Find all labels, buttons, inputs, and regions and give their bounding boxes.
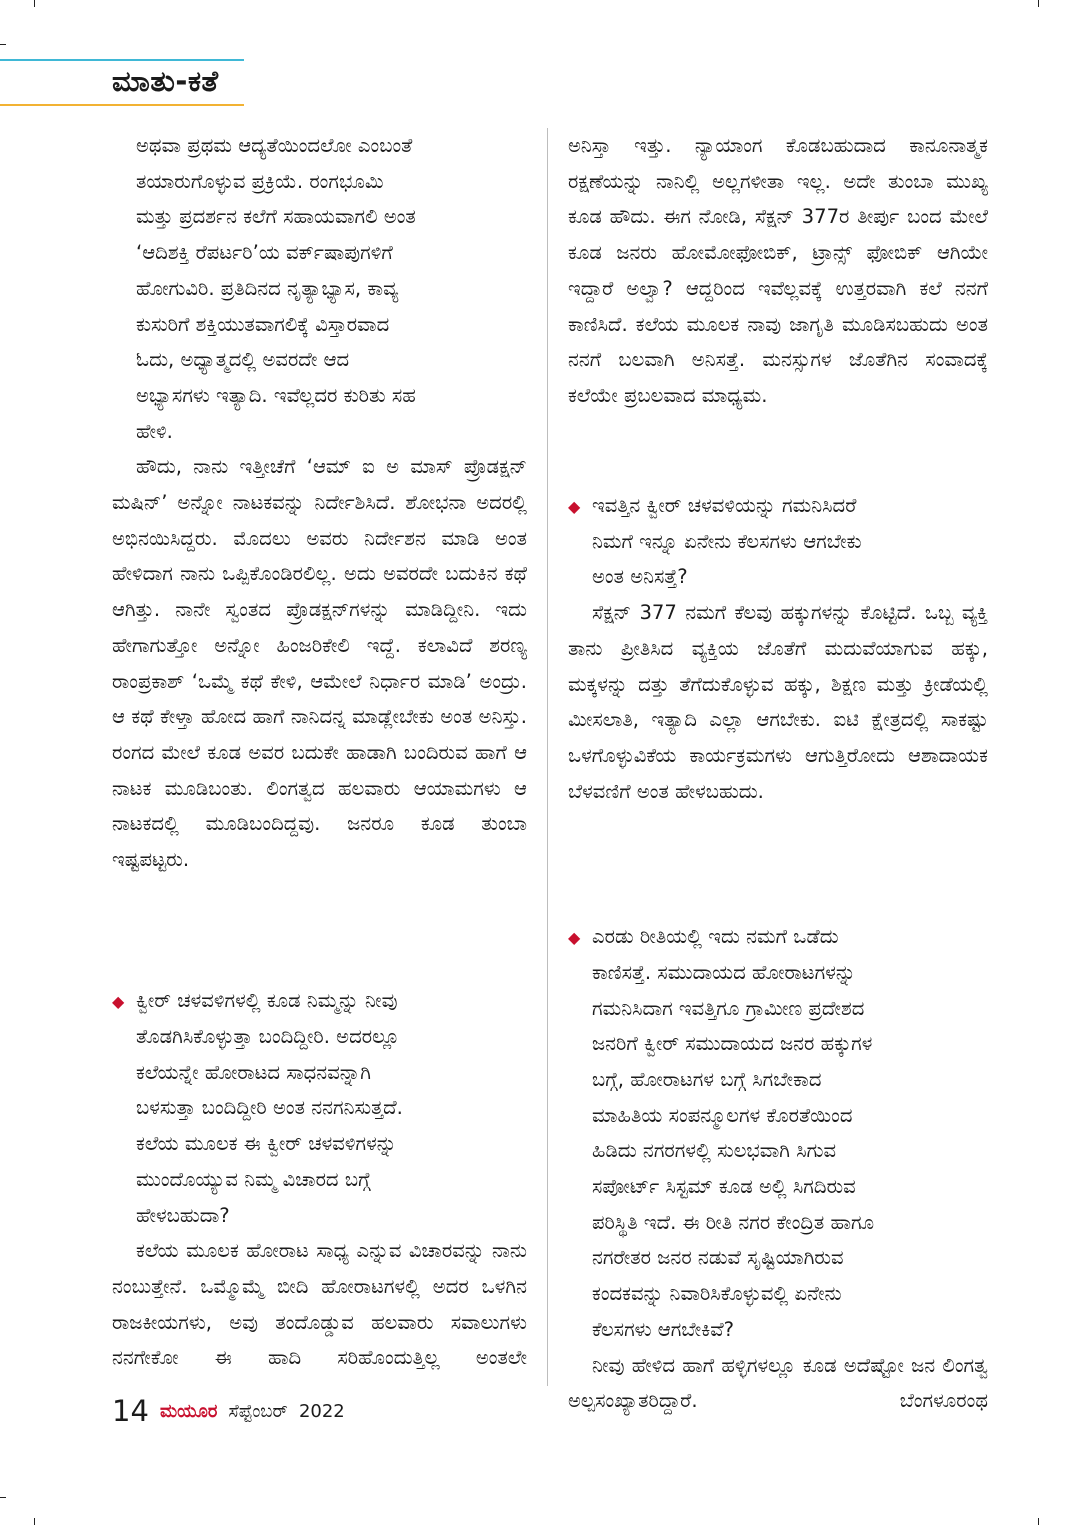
header-bottom-rule bbox=[0, 104, 244, 106]
question-line: ಕ್ವೀರ್ ಚಳವಳಿಗಳಲ್ಲಿ ಕೂಡ ನಿಮ್ಮನ್ನು ನೀವು bbox=[136, 989, 398, 1013]
question-line: ತಯಾರುಗೊಳ್ಳುವ ಪ್ರಕ್ರಿಯೆ. ರಂಗಭೂಮಿ bbox=[136, 169, 384, 193]
question-line: ಕಲೆಯ ಮೂಲಕ ಈ ಕ್ವೀರ್ ಚಳವಳಿಗಳನ್ನು bbox=[136, 1132, 397, 1156]
question-line: ತೊಡಗಿಸಿಕೊಳ್ಳುತ್ತಾ ಬಂದಿದ್ದೀರಿ. ಅದರಲ್ಲೂ bbox=[136, 1025, 400, 1049]
question-line: ಎರಡು ರೀತಿಯಲ್ಲಿ ಇದು ನಮಗೆ ಒಡೆದು bbox=[592, 925, 839, 949]
section-title: ಮಾತು-ಕತೆ bbox=[112, 64, 219, 98]
magazine-masthead: ಮಯೂರ bbox=[160, 1400, 218, 1422]
diamond-bullet-icon: ◆ bbox=[568, 497, 581, 516]
question-line: ಕಲೆಯನ್ನೇ ಹೋರಾಟದ ಸಾಧನವನ್ನಾಗಿ bbox=[136, 1060, 371, 1084]
question-block bbox=[568, 919, 988, 1347]
crop-mark bbox=[0, 44, 6, 45]
question-line: ನಗರೇತರ ಜನರ ನಡುವೆ ಸೃಷ್ಟಿಯಾಗಿರುವ bbox=[592, 1246, 844, 1270]
crop-mark bbox=[34, 1518, 35, 1525]
question-block bbox=[568, 488, 988, 595]
question-line: ಕೆಲಸಗಳು ಆಗಬೇಕಿವೆ? bbox=[592, 1317, 735, 1341]
header-top-rule bbox=[0, 59, 244, 61]
question-line: ಅಭ್ಯಾಸಗಳು ಇತ್ಯಾದಿ. ಇವೆಲ್ಲದರ ಕುರಿತು ಸಹ bbox=[136, 383, 416, 407]
question-line: ಮುಂದೊಯ್ಯುವ ನಿಮ್ಮ ವಿಚಾರದ ಬಗ್ಗೆ bbox=[136, 1167, 371, 1191]
intro-question bbox=[136, 128, 527, 449]
question-line: ಹೇಳಬಹುದಾ? bbox=[136, 1203, 230, 1227]
question-line: ಓದು, ಅಧ್ಯಾತ್ಮದಲ್ಲಿ ಅವರದೇ ಆದ bbox=[136, 348, 350, 372]
page-footer bbox=[112, 1394, 345, 1428]
question-line: ಗಮನಿಸಿದಾಗ ಇವತ್ತಿಗೂ ಗ್ರಾಮೀಣ ಪ್ರದೇಶದ bbox=[592, 996, 865, 1020]
answer-paragraph: ಅನಿಸ್ತಾ ಇತ್ತು. ನ್ಯಾಯಾಂಗ ಕೊಡಬಹುದಾದ ಕಾನೂನಾತ್ಮಕ ರಕ್ಷಣೆಯನ್ನು ನಾನಿಲ್ಲಿ ಅಲ್ಲಗಳೀತಾ ಇಲ್ಲ. ಅದೇ ತುಂಬಾ ಮುಖ್ಯ ಕೂಡ ಹೌದು. ಈಗ ನೋಡಿ, ಸೆಕ್ಷನ್ 377ರ ತೀರ್ಪು ಬಂದ ಮೇಲೆ ಕೂಡ ಜನರು ಹೋಮೋಫೋಬಿಕ್, ಟ್ರಾನ್ಸ್ ಫೋಬಿಕ್ ಆಗಿಯೇ ಇದ್ದಾರೆ ಅಲ್ವಾ? ಆದ್ದರಿಂದ ಇವೆಲ್ಲವಕ್ಕೆ ಉತ್ತರವಾಗಿ ಕಲೆ ನನಗೆ ಕಾಣಿಸಿದೆ. ಕಲೆಯ ಮೂಲಕ ನಾವು ಜಾಗೃತಿ ಮೂಡಿಸಬಹುದು ಅಂತ ನನಗೆ ಬಲವಾಗಿ ಅನಿಸತ್ತೆ. ಮನಸ್ಸುಗಳ ಜೊತೆಗಿನ ಸಂವಾದಕ್ಕೆ ಕಲೆಯೇ ಪ್ರಬಲವಾದ ಮಾಧ್ಯಮ. bbox=[568, 134, 988, 407]
left-column bbox=[112, 128, 527, 1412]
question-line: ಸಪೋರ್ಟ್ ಸಿಸ್ಟಮ್ ಕೂಡ ಅಲ್ಲಿ ಸಿಗದಿರುವ bbox=[592, 1175, 856, 1199]
question-line: ಕಂದಕವನ್ನು ನಿವಾರಿಸಿಕೊಳ್ಳುವಲ್ಲಿ ಏನೇನು bbox=[592, 1282, 842, 1306]
question-line: ಹೇಳಿ. bbox=[136, 419, 173, 443]
crop-mark bbox=[1038, 1518, 1039, 1525]
question-line: ಮಾಹಿತಿಯ ಸಂಪನ್ಮೂಲಗಳ ಕೊರತೆಯಿಂದ bbox=[592, 1103, 853, 1127]
issue-month: ಸೆಪ್ಟೆಂಬರ್ bbox=[228, 1400, 288, 1422]
question-line: ಹಿಡಿದು ನಗರಗಳಲ್ಲಿ ಸುಲಭವಾಗಿ ಸಿಗುವ bbox=[592, 1139, 837, 1163]
question-line: ಕುಸುರಿಗೆ ಶಕ್ತಿಯುತವಾಗಲಿಕ್ಕೆ ವಿಸ್ತಾರವಾದ bbox=[136, 312, 390, 336]
question-line: ಜನರಿಗೆ ಕ್ವೀರ್ ಸಮುದಾಯದ ಜನರ ಹಕ್ಕುಗಳ bbox=[592, 1032, 873, 1056]
right-column bbox=[568, 128, 988, 1420]
question-line: ಹೋಗುವಿರಿ. ಪ್ರತಿದಿನದ ನೃತ್ಯಾಭ್ಯಾಸ, ಕಾವ್ಯ bbox=[136, 276, 399, 300]
question-line: ನಿಮಗೆ ಇನ್ನೂ ಏನೇನು ಕೆಲಸಗಳು ಆಗಬೇಕು bbox=[592, 529, 862, 553]
answer-paragraph: ಕಲೆಯ ಮೂಲಕ ಹೋರಾಟ ಸಾಧ್ಯ ಎನ್ನುವ ವಿಚಾರವನ್ನು ನಾನು ನಂಬುತ್ತೇನೆ. ಒಮ್ಮೊಮ್ಮೆ ಬೀದಿ ಹೋರಾಟಗಳಲ್ಲಿ ಅದರ ಒಳಗಿನ ರಾಜಕೀಯಗಳು, ಅವು ತಂದೊಡ್ಡುವ ಹಲವಾರು ಸವಾಲುಗಳು ನನಗೇಕೋ ಈ ಹಾದಿ ಸರಿಹೊಂದುತ್ತಿಲ್ಲ ಅಂತಲೇ bbox=[112, 1239, 527, 1370]
crop-mark bbox=[0, 1497, 6, 1498]
page-number: 14 bbox=[112, 1394, 149, 1428]
crop-mark bbox=[34, 0, 35, 7]
question-line: ಮತ್ತು ಪ್ರದರ್ಶನ ಕಲೆಗೆ ಸಹಾಯವಾಗಲಿ ಅಂತ bbox=[136, 205, 416, 229]
question-line: ಬಳಸುತ್ತಾ ಬಂದಿದ್ದೀರಿ ಅಂತ ನನಗನಿಸುತ್ತದೆ. bbox=[136, 1096, 403, 1120]
question-line: ಇವತ್ತಿನ ಕ್ವೀರ್ ಚಳವಳಿಯನ್ನು ಗಮನಿಸಿದರೆ bbox=[592, 494, 857, 517]
diamond-bullet-icon: ◆ bbox=[568, 928, 581, 948]
crop-mark bbox=[1038, 0, 1039, 7]
answer-paragraph: ಸೆಕ್ಷನ್ 377 ನಮಗೆ ಕೆಲವು ಹಕ್ಕುಗಳನ್ನು ಕೊಟ್ಟಿದೆ. ಒಬ್ಬ ವ್ಯಕ್ತಿ ತಾನು ಪ್ರೀತಿಸಿದ ವ್ಯಕ್ತಿಯ ಜೊತೆಗೆ ಮದುವೆಯಾಗುವ ಹಕ್ಕು, ಮಕ್ಕಳನ್ನು ದತ್ತು ತೆಗೆದುಕೊಳ್ಳುವ ಹಕ್ಕು, ಶಿಕ್ಷಣ ಮತ್ತು ಕ್ರೀಡೆಯಲ್ಲಿ ಮೀಸಲಾತಿ, ಇತ್ಯಾದಿ ಎಲ್ಲಾ ಆಗಬೇಕು. ಐಟಿ ಕ್ಷೇತ್ರದಲ್ಲಿ ಸಾಕಷ್ಟು ಒಳಗೊಳ್ಳುವಿಕೆಯ ಕಾರ್ಯಕ್ರಮಗಳು ಆಗುತ್ತಿರೋದು ಆಶಾದಾಯಕ ಬೆಳವಣಿಗೆ ಅಂತ ಹೇಳಬಹುದು. bbox=[568, 601, 988, 803]
question-line: ಕಾಣಿಸತ್ತೆ. ಸಮುದಾಯದ ಹೋರಾಟಗಳನ್ನು bbox=[592, 960, 856, 984]
question-line: ಬಗ್ಗೆ, ಹೋರಾಟಗಳ ಬಗ್ಗೆ ಸಿಗಬೇಕಾದ bbox=[592, 1067, 822, 1091]
question-line: ಅಥವಾ ಪ್ರಥಮ ಆದ್ಯತೆಯಿಂದಲೋ ಎಂಬಂತೆ bbox=[136, 134, 413, 157]
answer-paragraph: ನೀವು ಹೇಳಿದ ಹಾಗೆ ಹಳ್ಳಿಗಳಲ್ಲೂ ಕೂಡ ಅದೆಷ್ಟೋ ಜನ ಲಿಂಗತ್ವ ಅಲ್ಪಸಂಖ್ಯಾತರಿದ್ದಾರೆ. ಬೆಂಗಳೂರಂಥ bbox=[568, 1353, 988, 1413]
question-line: ಅಂತ ಅನಿಸತ್ತೆ? bbox=[592, 565, 688, 589]
diamond-bullet-icon: ◆ bbox=[112, 992, 125, 1012]
issue-year: 2022 bbox=[298, 1400, 345, 1422]
question-block bbox=[112, 983, 527, 1233]
question-line: ‘ಆದಿಶಕ್ತಿ ರೆಪರ್ಟರಿ’ಯ ವರ್ಕ್‌ಷಾಪುಗಳಿಗೆ bbox=[136, 241, 393, 265]
column-divider bbox=[547, 128, 548, 1386]
answer-paragraph: ಹೌದು, ನಾನು ಇತ್ತೀಚೆಗೆ ‘ಆಮ್ ಐ ಅ ಮಾಸ್ ಪ್ರೊಡಕ್ಷನ್ ಮಷಿನ್’ ಅನ್ನೋ ನಾಟಕವನ್ನು ನಿರ್ದೇಶಿಸಿದೆ. ಶೋಭನಾ ಅದರಲ್ಲಿ ಅಭಿನಯಿಸಿದ್ದರು. ಮೊದಲು ಅವರು ನಿರ್ದೇಶನ ಮಾಡಿ ಅಂತ ಹೇಳಿದಾಗ ನಾನು ಒಪ್ಪಿಕೊಂಡಿರಲಿಲ್ಲ. ಅದು ಅವರದೇ ಬದುಕಿನ ಕಥೆ ಆಗಿತ್ತು. ನಾನೇ ಸ್ವಂತದ ಪ್ರೊಡಕ್ಷನ್‌ಗಳನ್ನು ಮಾಡಿದ್ದೀನಿ. ಇದು ಹೇಗಾಗುತ್ತೋ ಅನ್ನೋ ಹಿಂಜರಿಕೇಲಿ ಇದ್ದೆ. ಕಲಾವಿದೆ ಶರಣ್ಯ ರಾಂಪ್ರಕಾಶ್ ‘ಒಮ್ಮೆ ಕಥೆ ಕೇಳಿ, ಆಮೇಲೆ ನಿರ್ಧಾರ ಮಾಡಿ’ ಅಂದ್ರು. ಆ ಕಥೆ ಕೇಳ್ತಾ ಹೋದ ಹಾಗೆ ನಾನಿದನ್ನ ಮಾಡ್ಲೇಬೇಕು ಅಂತ ಅನಿಸ್ತು. ರಂಗದ ಮೇಲೆ ಕೂಡ ಅವರ ಬದುಕೇ ಹಾಡಾಗಿ ಬಂದಿರುವ ಹಾಗೆ ಆ ನಾಟಕ ಮೂಡಿಬಂತು. ಲಿಂಗತ್ವದ ಹಲವಾರು ಆಯಾಮಗಳು ಆ ನಾಟಕದಲ್ಲಿ ಮೂಡಿಬಂದಿದ್ದವು. ಜನರೂ ಕೂಡ ತುಂಬಾ ಇಷ್ಟಪಟ್ಟರು. bbox=[112, 455, 527, 872]
question-line: ಪರಿಸ್ಥಿತಿ ಇದೆ. ಈ ರೀತಿ ನಗರ ಕೇಂದ್ರಿತ ಹಾಗೂ bbox=[592, 1210, 875, 1234]
